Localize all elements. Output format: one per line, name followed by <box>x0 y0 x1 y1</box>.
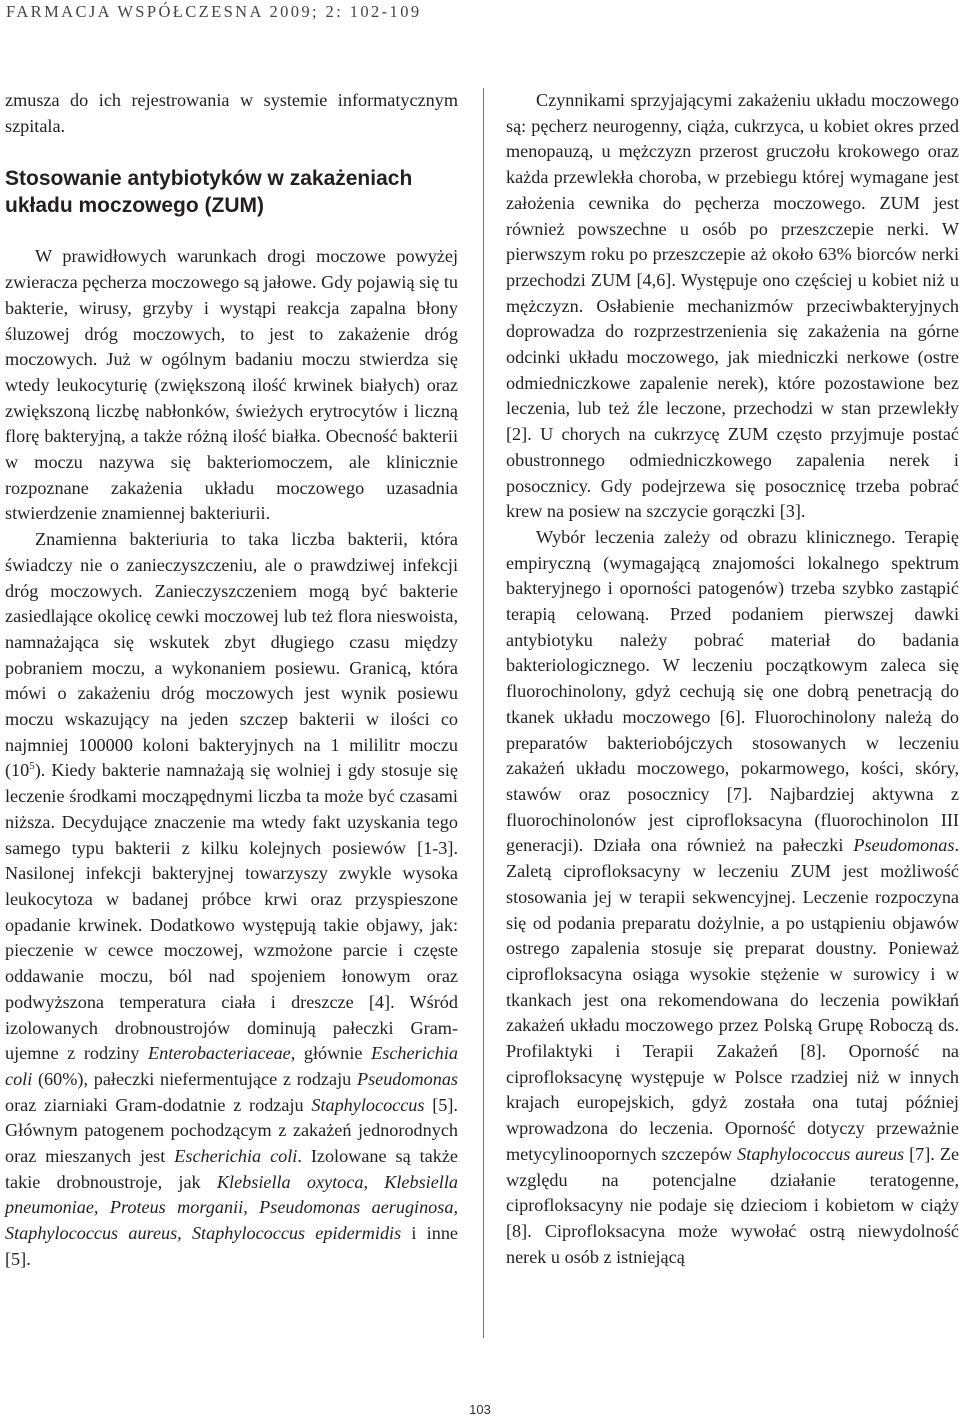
journal-name: FARMACJA WSPÓŁCZESNA <box>6 2 263 21</box>
italic-taxon: Pseudomonas <box>356 1068 458 1089</box>
text-span: ). Kiedy bakterie namnażają się wolniej i gdy stosuje się leczenie środkami mocząpędnymi liczba ta może być czasami niższa. Decydujące znaczenie ma wtedy fakt uzyskania tego samego typu bakterii z kilku kolejnych posiewów [1-3]. Nasilonej infekcji bakteryjnej towarzyszy zwykle wysoka leukocytoza w badanej próbce krwi oraz przyspieszone opadanie krwinek. Dodatkowo występują takie objawy, jak: pieczenie w cewce moczowej, wzmożone parcie i częste oddawanie moczu, ból nad spojeniem łonowym oraz podwyższona temperatura ciała i dreszcze [4]. Wśród izolowanych drobnoustrojów dominują pałeczki Gram-ujemne z rodziny <box>5 760 458 1064</box>
italic-taxon: Escherichia coli <box>5 1043 458 1089</box>
text-span: (60%), pałeczki niefermentujące z rodzaju <box>32 1068 357 1089</box>
intro-paragraph: zmusza do ich rejestrowania w systemie informatycznym szpitala. <box>5 90 458 136</box>
journal-citation: 2009; 2: 102-109 <box>269 2 422 21</box>
text-span: , głównie <box>290 1043 372 1064</box>
left-column <box>5 88 458 1273</box>
text-span: i inne [5]. <box>5 1223 458 1269</box>
right-paragraph-1 <box>506 88 959 525</box>
text-span: . Zaletą ciprofloksacyny w leczeniu ZUM jest możliwość stosowania jej w terapii sekwencyjnej. Leczenie rozpoczyna się od podania preparatu dożylnie, a po ustąpieniu objawów ostrego zapalenia stosuje się preparat doustny. Ponieważ ciprofloksacyna osiąga wysokie stężenie w surowicy i w tkankach jest ona rekomendowana do leczenia powikłań zakażeń układu moczowego przez Polską Grupę Roboczą ds. Profilaktyki i Terapii Zakażeń [8]. Oporność na ciprofloksacynę występuje w Polsce rzadziej niż w innych krajach europejskich, gdyż została ona tutaj później wprowadzona do leczenia. Oporność dotyczy przeważnie metycylinoopornych szczepów <box>506 835 959 1164</box>
superscript: 5 <box>29 760 35 773</box>
text-span: Czynnikami sprzyjającymi zakażeniu układu moczowego są: pęcherz neurogenny, ciąża, cukrzyca, u kobiet okres przed menopauzą, u mężczyzn przerost gruczołu krokowego oraz każda przewlekła choroba, w przebiegu której wymagane jest założenia cewnika do pęcherza moczowego. ZUM jest również powszechne u osób po przeszczepie nerki. W pierwszym roku po przeszczepie aż około 63% biorców nerki przechodzi ZUM [4,6]. Występuje ono częściej u kobiet niż u mężczyzn. Osłabienie mechanizmów przeciwbakteryjnych doprowadza do rozprzestrzenienia się zakażenia na górne odcinki układu moczowego, jak miedniczki nerkowe (ostre odmiedniczkowe zapalenie nerek), które pozostawione bez leczenia, lub też źle leczone, przechodzi w stan przewlekły [2]. U chorych na cukrzycę ZUM często przyjmuje postać obustronnego odmiedniczkowego zapalenia nerek i posocznicy. Gdy podejrzewa się posocznicę trzeba pobrać krew na posiew na szczycie gorączki [3]. <box>506 90 959 522</box>
italic-taxon: Pseudomonas <box>853 835 955 856</box>
left-paragraph-1 <box>5 244 458 527</box>
italic-taxon: Enterobacteriaceae <box>148 1043 291 1064</box>
left-paragraph-2 <box>5 527 458 1272</box>
right-column <box>506 88 959 1270</box>
text-span: . Izolowane są także takie drobnoustroje, jak <box>5 1146 458 1192</box>
text-span: oraz ziarniaki Gram-dodatnie z rodzaju <box>5 1094 312 1115</box>
italic-taxon: Staphylococcus <box>311 1094 425 1115</box>
section-heading: Stosowanie antybiotyków w zakażeniach układu moczowego (ZUM) <box>5 167 413 218</box>
right-paragraph-2 <box>506 525 959 1270</box>
column-divider <box>483 88 484 1338</box>
italic-taxon: Escherichia coli <box>174 1146 298 1167</box>
text-span: W prawidłowych warunkach drogi moczowe powyżej zwieracza pęcherza moczowego są jałowe. Gdy pojawią się tu bakterie, wirusy, grzyby i wystąpi reakcja zapalna błony śluzowej dróg moczowych, to jest to zakażenie dróg moczowych. Już w ogólnym badaniu moczu stwierdza się wtedy leukocyturię (zwiększoną ilość krwinek białych) oraz zwiększoną liczbę nabłonków, świeżych erytrocytów i liczną florę bakteryjną, a także różną ilość białka. Obecność bakterii w moczu nazywa się bakteriomoczem, ale klinicznie rozpoznane zakażenia układu moczowego uzasadnia stwierdzenie znamiennej bakteriurii. <box>5 246 458 524</box>
text-span: Wybór leczenia zależy od obrazu klinicznego. Terapię empiryczną (wymagającą znajomości lokalnego spektrum bakteryjnego i oporności patogenów) trzeba szybko zastąpić terapią celowaną. Przed podaniem pierwszej dawki antybiotyku należy pobrać materiał do badania bakteriologicznego. W leczeniu początkowym zaleca się fluorochinolony, gdyż cechują się one dobrą penetracją do tkanek układu moczowego [6]. Fluorochinolony należą do preparatów bakteriobójczych stosowanych w leczeniu zakażeń układu moczowego, pokarmowego, kości, skóry, stawów oraz posocznicy [7]. Najbardziej aktywna z fluorochinolonów jest ciprofloksacyna (fluorochinolon III generacji). Działa ona również na pałeczki <box>506 526 959 856</box>
running-header <box>6 2 422 22</box>
page-number: 103 <box>469 1402 491 1417</box>
italic-taxon: Klebsiella oxytoca, Klebsiella pneumoniae, Proteus morganii, Pseudomonas aeruginosa, Staphylococcus aureus, Staphylococcus epidermidis <box>5 1171 458 1244</box>
text-span: [7]. Ze względu na potencjalne działanie teratogenne, ciprofloksacyny nie podaje się dzieciom i kobietom w ciąży [8]. Ciprofloksacyna może wywołać ostrą niewydolność nerek u osób z istniejącą <box>506 1143 960 1267</box>
text-span: [5]. Głównym patogenem pochodzącym z zakażeń jednorodnych oraz mieszanych jest <box>5 1094 458 1167</box>
italic-taxon: Staphylococcus aureus <box>737 1143 905 1164</box>
text-span: Znamienna bakteriuria to taka liczba bakterii, która świadczy nie o zanieczyszczeniu, ale o prawdziwej infekcji dróg moczowych. Zanieczyszczeniem mogą być bakterie zasiedlające okolicę cewki moczowej lub też flora nieswoista, namnażająca się wskutek zbyt długiego czasu między pobraniem moczu, a wykonaniem posiewu. Granicą, która mówi o zakażeniu dróg moczowych jest wynik posiewu moczu wskazujący na jeden szczep bakterii w ilości co najmniej 100000 koloni bakteryjnych na 1 mililitr moczu (10 <box>5 529 458 781</box>
